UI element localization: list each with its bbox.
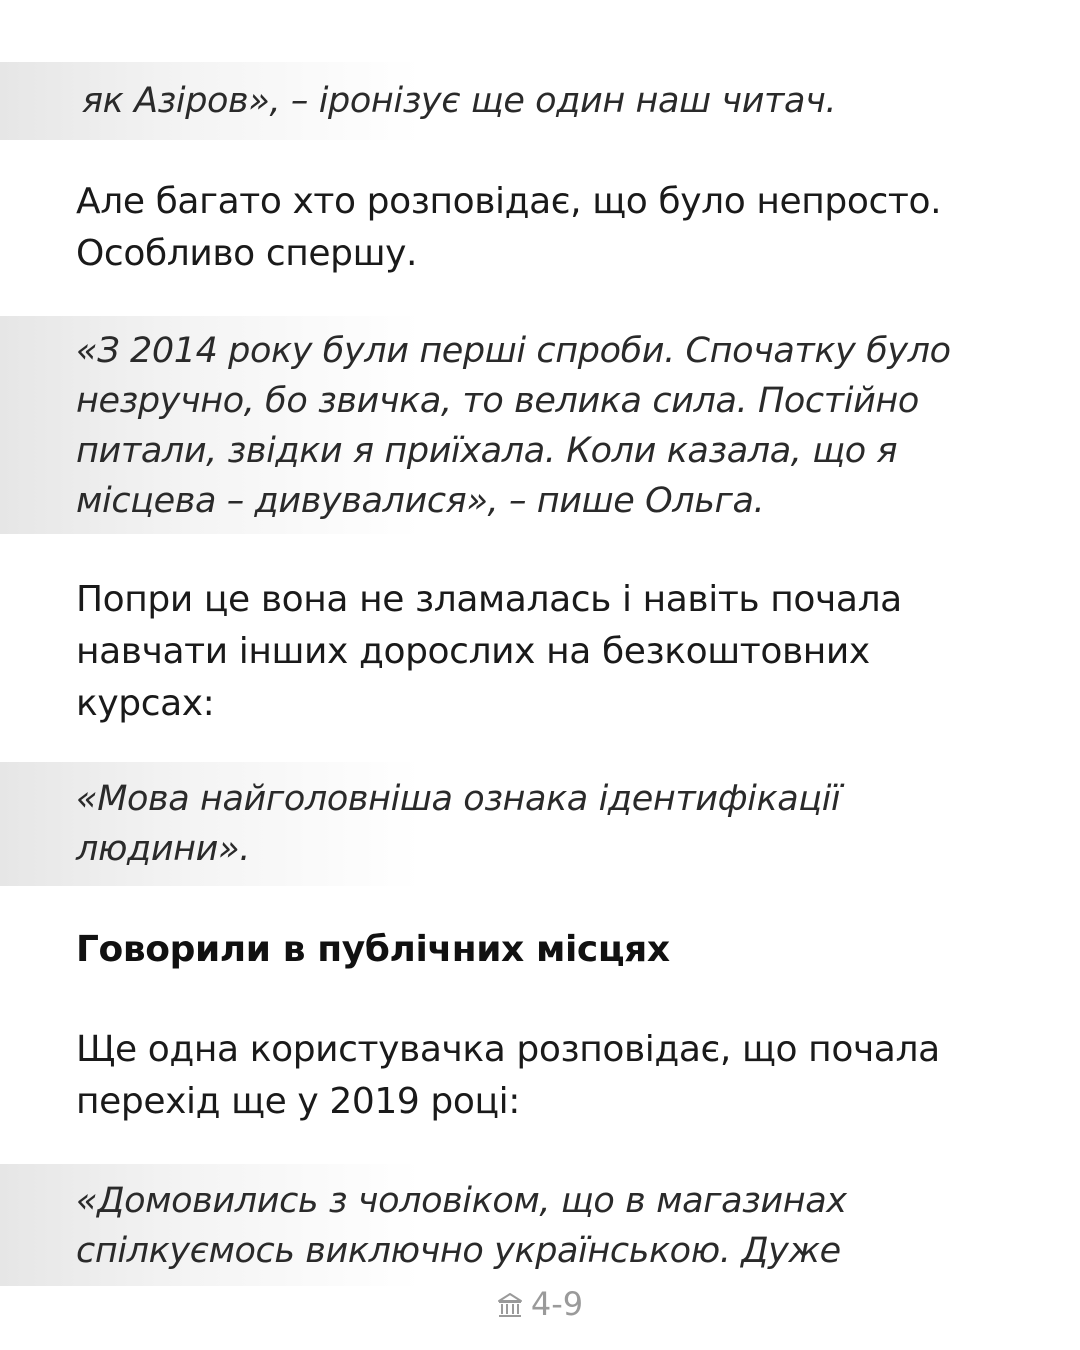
paragraph bbox=[76, 1024, 1016, 1128]
quote-line: людини». bbox=[76, 829, 250, 869]
paragraph bbox=[76, 176, 1016, 280]
quote-line: «З 2014 року були перші спроби. Спочатку було bbox=[76, 331, 951, 371]
paragraph-line: Особливо спершу. bbox=[76, 233, 418, 274]
quote-block bbox=[76, 774, 1016, 874]
paragraph-line: перехід ще у 2019 році: bbox=[76, 1081, 520, 1122]
quote-block bbox=[76, 326, 1016, 526]
quote-line: як Азіров», – іронізує ще один наш читач. bbox=[82, 81, 837, 121]
page-indicator bbox=[0, 1284, 1080, 1324]
paragraph-line: навчати інших дорослих на безкоштовних bbox=[76, 631, 870, 672]
quote-line: місцева – дивувалися», – пише Ольга. bbox=[76, 481, 765, 521]
paragraph-line: Попри це вона не зламалась і навіть почала bbox=[76, 579, 902, 620]
page-number: 4-9 bbox=[530, 1285, 584, 1323]
building-icon bbox=[497, 1292, 523, 1318]
quote-block bbox=[82, 76, 1022, 126]
paragraph-line: Але багато хто розповідає, що було непросто. bbox=[76, 181, 942, 222]
section-heading: Говорили в публічних місцях bbox=[76, 929, 670, 970]
quote-line: питали, звідки я приїхала. Коли казала, що я bbox=[76, 431, 898, 471]
quote-line: спілкуємось виключно українською. Дуже bbox=[76, 1231, 841, 1271]
quote-line: «Мова найголовніша ознака ідентифікації bbox=[76, 779, 841, 819]
quote-block bbox=[76, 1176, 1016, 1276]
paragraph-line: Ще одна користувачка розповідає, що почала bbox=[76, 1029, 940, 1070]
paragraph bbox=[76, 574, 1016, 730]
quote-line: «Домовились з чоловіком, що в магазинах bbox=[76, 1181, 847, 1221]
paragraph-line: курсах: bbox=[76, 683, 215, 724]
quote-line: незручно, бо звичка, то велика сила. Постійно bbox=[76, 381, 919, 421]
